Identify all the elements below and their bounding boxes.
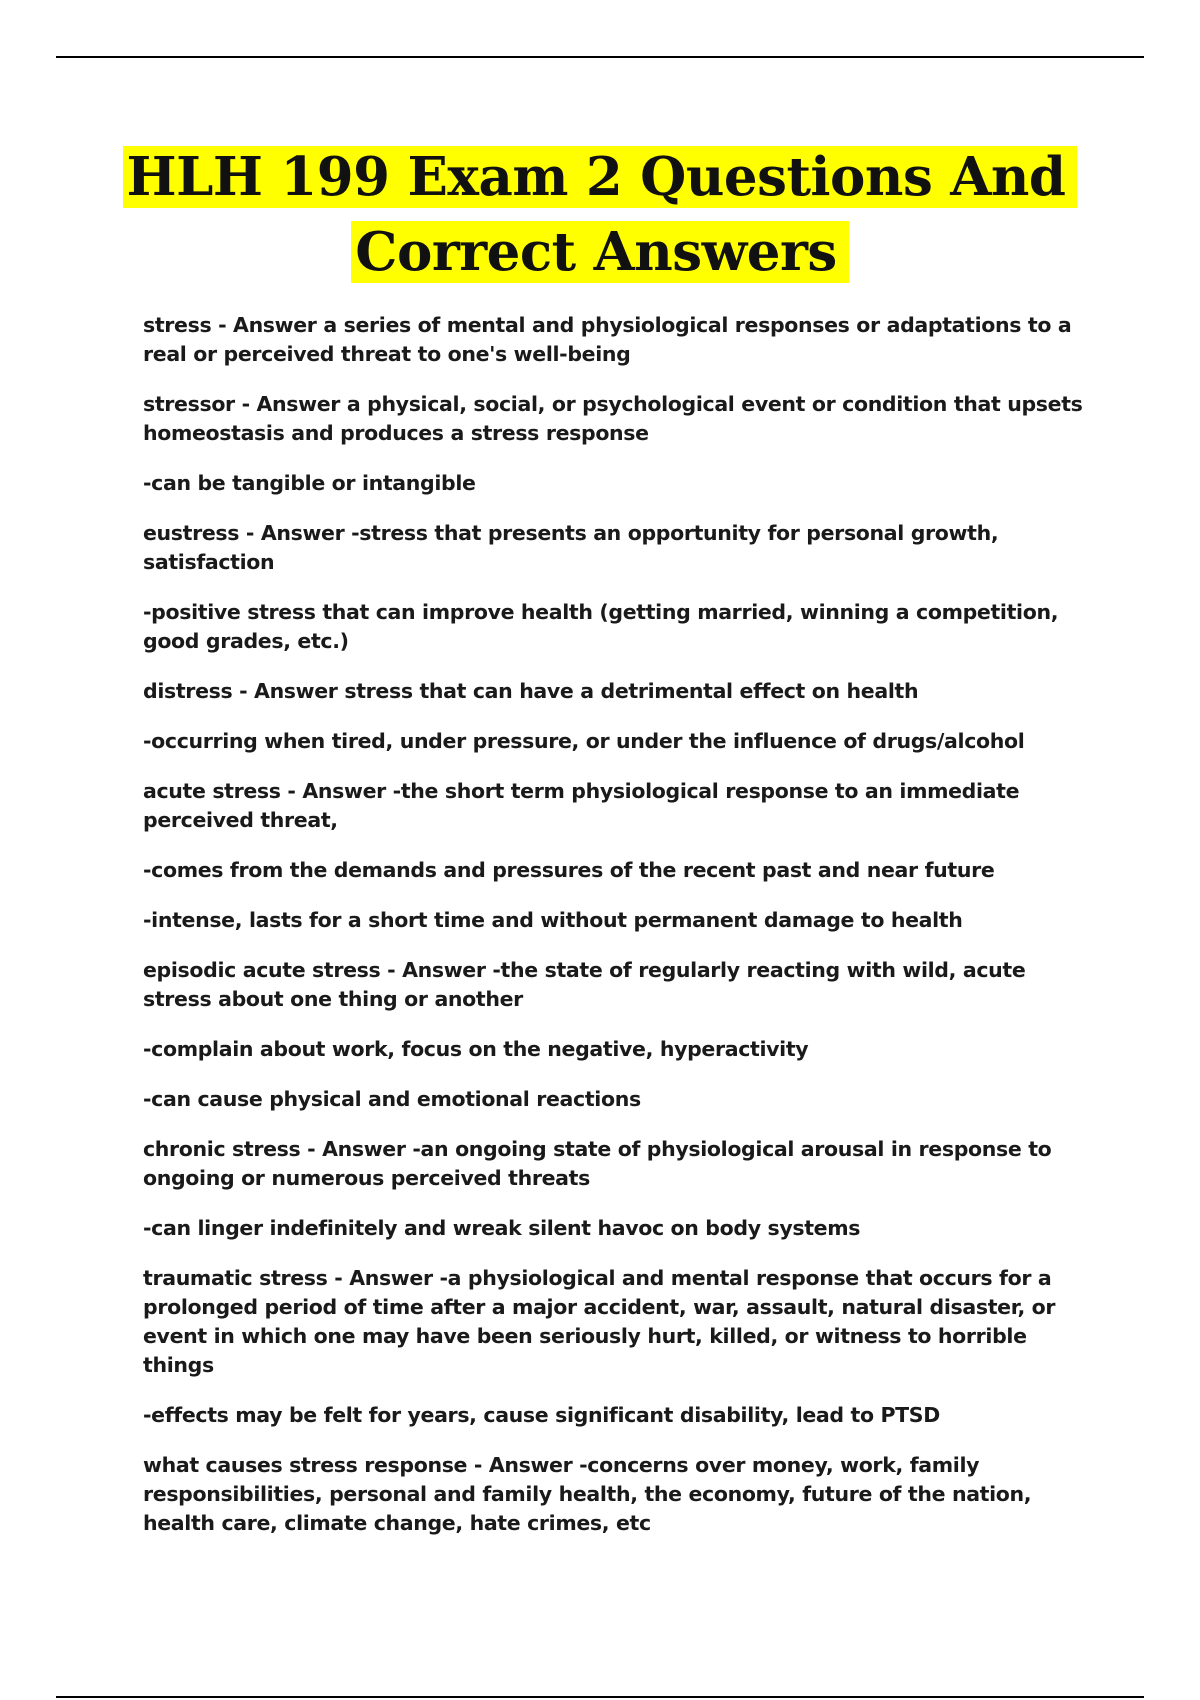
- paragraph-distress: distress - Answer stress that can have a detrimental effect on health: [143, 679, 919, 703]
- paragraph-positive-stress: -positive stress that can improve health (getting married, winning a competition, good grades, etc.): [143, 600, 1059, 653]
- paragraph-chronic-linger: -can linger indefinitely and wreak silent havoc on body systems: [143, 1216, 861, 1240]
- document-body: [143, 311, 1088, 1559]
- top-divider: [56, 56, 1144, 58]
- title-highlight-1: HLH 199 Exam 2 Questions And: [123, 146, 1078, 208]
- title-line-2: [0, 215, 1200, 290]
- paragraph-chronic-stress: chronic stress - Answer -an ongoing state of physiological arousal in response to ongoing or numerous perceived threats: [143, 1137, 1052, 1190]
- paragraph-traumatic-effects: -effects may be felt for years, cause significant disability, lead to PTSD: [143, 1403, 940, 1427]
- paragraph-episodic-complain: -complain about work, focus on the negative, hyperactivity: [143, 1037, 809, 1061]
- paragraph-eustress: eustress - Answer -stress that presents an opportunity for personal growth, satisfaction: [143, 521, 999, 574]
- page-title: [0, 140, 1200, 290]
- paragraph-acute-demands: -comes from the demands and pressures of the recent past and near future: [143, 858, 995, 882]
- paragraph-stress: stress - Answer a series of mental and physiological responses or adaptations to a real or perceived threat to one's well-being: [143, 313, 1072, 366]
- paragraph-distress-detail: -occurring when tired, under pressure, or under the influence of drugs/alcohol: [143, 729, 1025, 753]
- paragraph-stressor: stressor - Answer a physical, social, or psychological event or condition that upsets homeostasis and produces a stress response: [143, 392, 1083, 445]
- paragraph-acute-intense: -intense, lasts for a short time and without permanent damage to health: [143, 908, 963, 932]
- bottom-divider: [56, 1696, 1144, 1698]
- title-highlight-2: Correct Answers: [351, 221, 848, 283]
- paragraph-episodic-reactions: -can cause physical and emotional reactions: [143, 1087, 641, 1111]
- paragraph-stress-causes: what causes stress response - Answer -concerns over money, work, family responsibilities, personal and family health, the economy, future of the nation, health care, climate change, hate crimes, etc: [143, 1453, 1032, 1535]
- paragraph-traumatic-stress: traumatic stress - Answer -a physiological and mental response that occurs for a prolonged period of time after a major accident, war, assault, natural disaster, or event in which one may have been seriously hurt, killed, or witness to horrible things: [143, 1266, 1056, 1377]
- title-line-1: [0, 140, 1200, 215]
- paragraph-acute-stress: acute stress - Answer -the short term physiological response to an immediate perceived threat,: [143, 779, 1020, 832]
- paragraph-tangible: -can be tangible or intangible: [143, 471, 476, 495]
- paragraph-episodic-acute: episodic acute stress - Answer -the state of regularly reacting with wild, acute stress about one thing or another: [143, 958, 1026, 1011]
